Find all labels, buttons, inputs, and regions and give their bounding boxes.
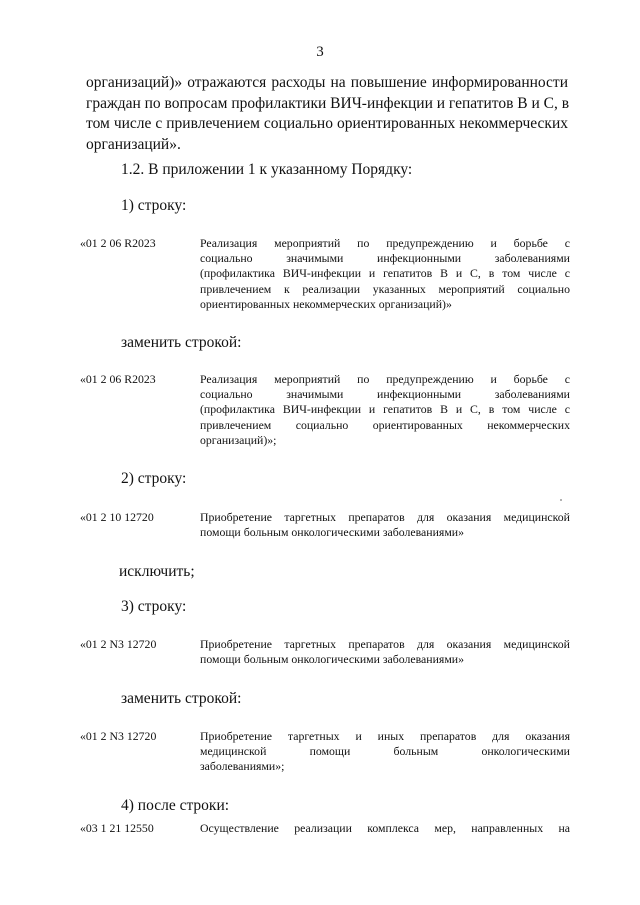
description-line: помощи больным онкологическими заболеваниями» <box>200 525 465 540</box>
description-line: социально значимыми инфекционными заболеваниями <box>200 251 570 266</box>
entry-description <box>200 637 570 667</box>
description-line: Реализация мероприятий по предупреждению и борьбе с <box>200 372 570 386</box>
replace-1-label: заменить строкой: <box>121 334 242 351</box>
intro-line: граждан по вопросам профилактики ВИЧ-инфекции и гепатитов В и С, в <box>86 94 570 112</box>
item-3-label: 3) строку: <box>121 598 187 615</box>
intro-line: организаций». <box>86 135 181 153</box>
entry-code: «01 2 06 R2023 <box>80 372 156 386</box>
entry-code: «01 2 06 R2023 <box>80 236 156 250</box>
section-heading: 1.2. В приложении 1 к указанному Порядку: <box>121 161 413 178</box>
entry-description <box>200 821 570 836</box>
entry-code: «01 2 N3 12720 <box>80 729 157 743</box>
item-1-label: 1) строку: <box>121 197 187 214</box>
page-number: 3 <box>316 44 324 60</box>
description-line: (профилактика ВИЧ-инфекции и гепатитов В и С, в том числе с <box>200 266 570 281</box>
entry-description <box>200 729 570 775</box>
entry-description <box>200 372 570 448</box>
description-line: Реализация мероприятий по предупреждению и борьбе с <box>200 236 570 250</box>
description-line: привлечением к реализации указанных мероприятий социально <box>200 281 570 296</box>
description-line: социально значимыми инфекционными заболеваниями <box>200 387 570 402</box>
description-line: (профилактика ВИЧ-инфекции и гепатитов В и С, в том числе с <box>200 402 570 417</box>
entry-description <box>200 236 570 312</box>
entry-description <box>200 510 570 540</box>
exclude-label: исключить; <box>119 563 195 580</box>
entry-code: «03 1 21 12550 <box>80 821 154 835</box>
description-line: помощи больным онкологическими заболеваниями» <box>200 652 465 667</box>
description-line: ориентированных некоммерческих организаций)» <box>200 296 452 311</box>
description-line: организаций)»; <box>200 432 277 447</box>
description-line: Осуществление реализации комплекса мер, направленных на <box>200 821 570 835</box>
replace-2-label: заменить строкой: <box>121 690 242 707</box>
description-line: заболеваниями»; <box>200 759 285 774</box>
item-4-label: 4) после строки: <box>121 797 230 814</box>
description-line: Приобретение таргетных препаратов для оказания медицинской <box>200 637 570 651</box>
description-line: Приобретение таргетных и иных препаратов для оказания <box>200 729 570 743</box>
item-2-label: 2) строку: <box>121 470 187 487</box>
entry-code: «01 2 10 12720 <box>80 510 154 524</box>
scan-speck <box>560 499 562 501</box>
intro-paragraph <box>86 73 568 155</box>
intro-line: организаций)» отражаются расходы на повышение информированности <box>86 74 568 91</box>
description-line: привлечением социально ориентированных некоммерческих <box>200 417 570 432</box>
entry-code: «01 2 N3 12720 <box>80 637 157 651</box>
description-line: медицинской помощи больным онкологическими <box>200 744 570 759</box>
description-line: Приобретение таргетных препаратов для оказания медицинской <box>200 510 570 524</box>
intro-line: том числе с привлечением социально ориентированных некоммерческих <box>86 115 568 132</box>
